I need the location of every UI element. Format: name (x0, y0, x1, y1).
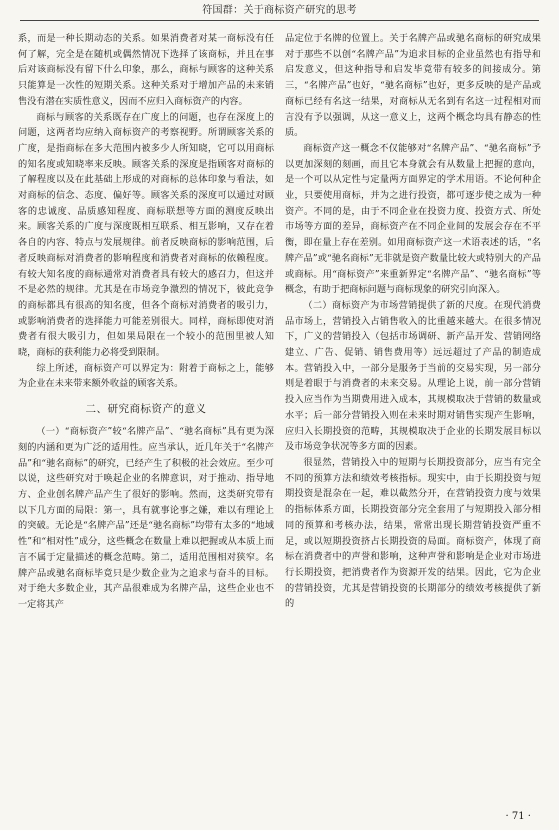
paragraph: 很显然，营销投入中的短期与长期投资部分，应当有完全不同的预算方法和绩效考核指标。现实中，由于长期投资与短期投资是混杂在一起，难以截然分开，在营销投资力度与效果的指标体系方面，长期投资部分完全套用了与短期投入部分相同的预算和考核办法，结果，常常出现长期营销投资严重不足，或以短期投资挤占长期投资的局面。商标资产，体现了商标在消费者中的声誉和影响，这种声誉和影响是企业对市场进行长期投资，把消费者作为资源开发的结果。因此，它为企业的营销投资，尤其是营销投资的长期部分的绩效考核提供了新的 (285, 456, 541, 610)
running-header: 符国群：关于商标资产研究的思考 (20, 3, 539, 21)
right-column (285, 31, 541, 780)
page-number: · 71 · (505, 811, 531, 822)
paragraph: （一）“商标资产”较“名牌产品”、“驰名商标”具有更为深刻的内涵和更为广泛的适用性。应当承认，近几年关于“名牌产品”和“驰名商标”的研究，已经产生了积极的社会效应。至少可以说，这些研究对于唤起企业的名牌意识，对于推动、指导地方、企业创名牌产品产生了很好的影响。然而，这类研究带有以下几方面的局限：第一，具有就事论事之嫌，难以有理论上的突破。无论是“名牌产品”还是“驰名商标”均带有太多的“地域性”和“相对性”成分，这些概念在数量上难以把握或从本质上而言不属于定量描述的概念范畴。第二，适用范围相对狭窄。名牌产品或驰名商标毕竟只是少数企业为之追求与奋斗的目标。对于绝大多数企业，其产品很难成为名牌产品，这些企业也不一定将其产 (18, 426, 274, 610)
paragraph: 商标与顾客的关系既存在广度上的问题，也存在深度上的问题，这两者均应纳入商标资产的考察视野。所谓顾客关系的广度，是指商标在多大范围内被多少人所知晓，它可以用商标的知名度或知晓率来反映。顾客关系的深度是指顾客对商标的了解程度以及在此基础上形成的对商标的总体印象与看法，如对商标的信念、态度、偏好等。顾客关系的深度可以通过对顾客的忠诚度、品质感知程度、商标联想等方面的测度反映出来。顾客关系的广度与深度既相互联系、相互影响，又存在着各自的内容、特点与发展规律。前者反映商标的影响范围，后者反映商标对消费者的影响程度和消费者对商标的依赖程度。有较大知名度的商标通常对消费者具有较大的感召力，但这并不是必然的规律。尤其是在市场竞争激烈的情况下，彼此竞争的商标都具有很高的知名度，但各个商标对消费者的吸引力，或影响消费者的选择能力可能差别很大。同样，商标即使对消费者有很大吸引力，但如果局限在一个较小的范围里被人知晓，商标的获利能力必将受到限制。 (18, 111, 274, 359)
paragraph: 商标资产这一概念不仅能够对“名牌产品”、“驰名商标”予以更加深刻的刻画，而且它本身就会有从数量上把握的意向，是一个可以从定性与定量两方面界定的学术用语。不论何种企业，只要使用商标，并为之进行投资，都可逐步使之成为一种资产。不同的是，由于不同企业在投资力度、投资方式、所处市场等方面的差异，商标资产在不同企业间的发展会存在不平衡，即在量上存在差别。如用商标资产这一术语表述的话，“名牌产品”或“驰名商标”无非就是资产数量比较大或特别大的产品或商标。用“商标资产”来重新界定“名牌产品”、“驰名商标”等概念，有助于把商标问题与商标现象的研究引向深入。 (285, 142, 541, 296)
section-heading: 二、研究商标资产的意义 (85, 403, 207, 416)
paragraph: 系，而是一种长期动态的关系。如果消费者对某一商标没有任何了解，完全是在随机或偶然情况下选择了该商标，并且在事后对该商标没有留下什么印象，那么，商标与顾客的这种关系只能算是一次性的短期关系。这种关系对于增加产品的未来销售没有潜在实质性意义，因而不应归入商标资产的内容。 (18, 33, 274, 107)
left-column (18, 31, 274, 780)
paragraph: （二）商标资产为市场营销提供了新的尺度。在现代消费品市场上，营销投入占销售收入的比重越来越大。在很多情况下，广义的营销投入（包括市场调研、新产品开发、营销网络建立、广告、促销、销售费用等）远远超过了产品的制造成本。营销投入中，一部分是服务于当前的交易实现，另一部分则是着眼于与消费者的未来交易。从理论上说，前一部分营销投入应当作为当期费用进入成本，其规模取决于营销的数量或水平；后一部分营销投入则在未来时期对销售实现产生影响，应归入长期投资的范畴，其规模取决于企业的长期发展目标以及市场竞争状况等多方面的因素。 (285, 299, 541, 453)
paragraph: 综上所述，商标资产可以界定为：附着于商标之上，能够为企业在未来带来额外收益的顾客关系。 (18, 362, 274, 390)
paragraph: 品定位于名牌的位置上。关于名牌产品或驰名商标的研究成果对于那些不以创“名牌产品”为追求目标的企业虽然也有指导和启发意义，但这种指导和启发毕竟带有较多的间接成分。第三，“名牌产品”也好，“驰名商标”也好，更多反映的是产品或商标已经有名这一结果，对商标从无名到有名这一过程相对而言没有予以强调，从这一意义上，这两个概念均具有静态的性质。 (285, 33, 541, 139)
